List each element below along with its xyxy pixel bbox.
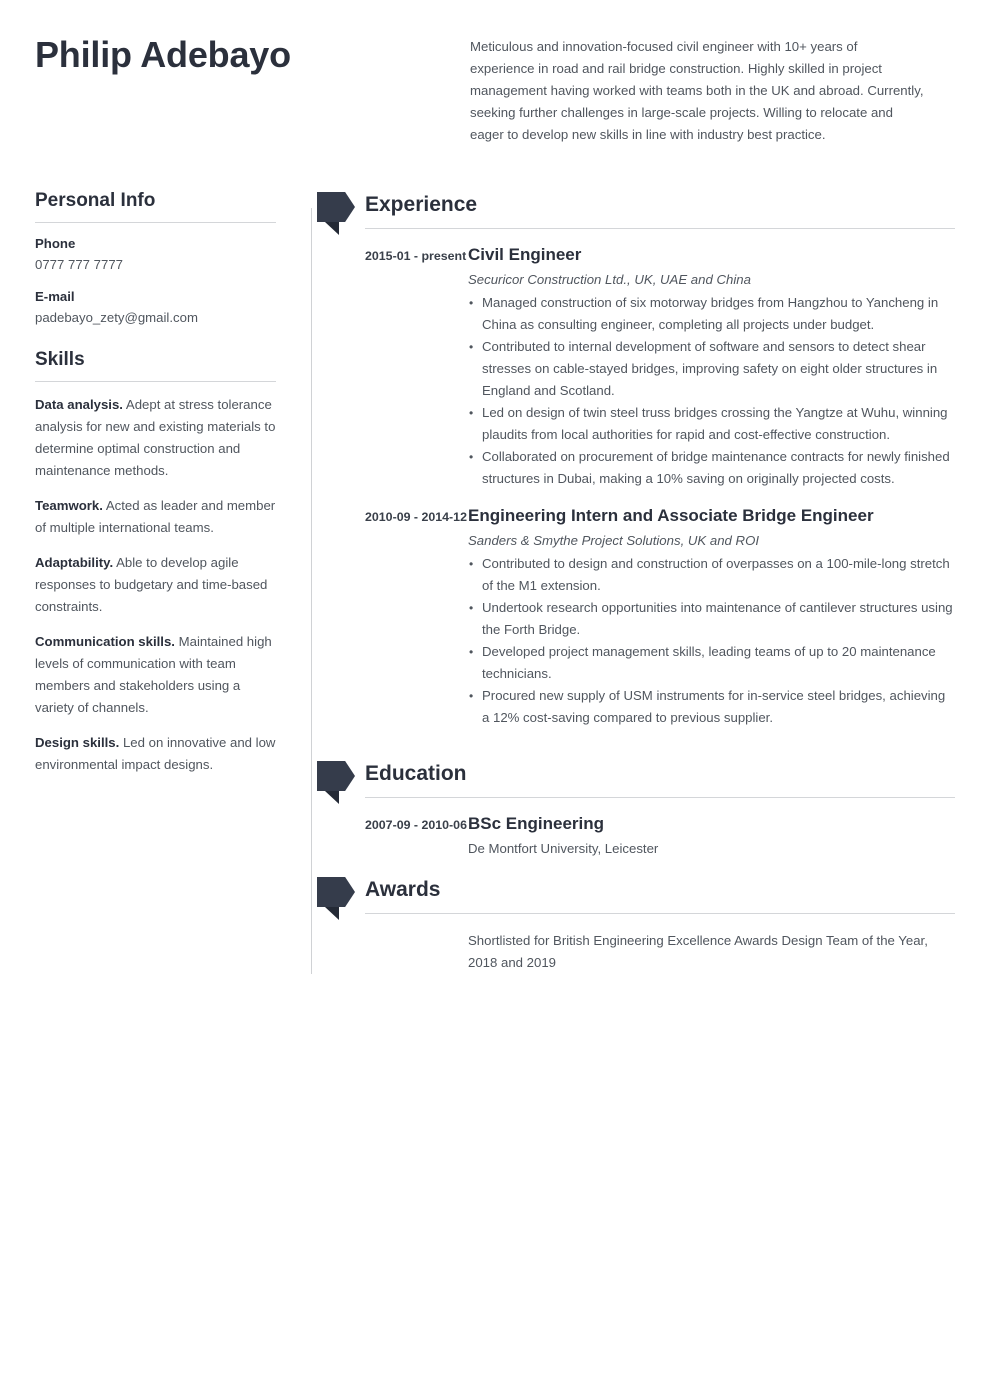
sidebar bbox=[35, 190, 311, 974]
phone-value: 0777 777 7777 bbox=[35, 256, 124, 272]
experience-header bbox=[331, 190, 955, 220]
experience-entry bbox=[331, 243, 955, 490]
flag-icon bbox=[317, 877, 355, 907]
experience-entry bbox=[331, 504, 955, 729]
education-header bbox=[331, 759, 955, 789]
entry-organization: Sanders & Smythe Project Solutions, UK and ROI bbox=[468, 533, 759, 548]
entry-dates: 2015-01 - present bbox=[365, 249, 467, 263]
phone-label: Phone bbox=[35, 235, 76, 251]
entry-institution: De Montfort University, Leicester bbox=[468, 841, 659, 856]
personal-info-divider bbox=[35, 222, 276, 223]
skill-title: Adaptability. bbox=[35, 554, 114, 570]
skill-title: Design skills. bbox=[35, 734, 120, 750]
resume-header bbox=[0, 0, 990, 146]
entry-job-title: Civil Engineer bbox=[468, 245, 582, 264]
skill-item bbox=[35, 732, 281, 776]
bullet-item: • Contributed to design and construction of overpasses on a 100-mile-long stretch of the M1 extension. bbox=[468, 553, 955, 597]
skills-list bbox=[35, 394, 281, 776]
skill-text: Maintained high levels of communication with team members and stakeholders using a variety of channels. bbox=[35, 633, 272, 715]
bullet-item: • Collaborated on procurement of bridge maintenance contracts for newly finished structures in Dubai, making a 10% saving on originally projected costs. bbox=[468, 446, 955, 490]
entry-degree-title: BSc Engineering bbox=[468, 814, 605, 833]
awards-text: Shortlisted for British Engineering Excellence Awards Design Team of the Year, 2018 and 2019 bbox=[468, 933, 928, 970]
main-content bbox=[311, 190, 955, 974]
entry-details bbox=[468, 812, 955, 859]
entry-bullet-list bbox=[468, 553, 955, 729]
awards-divider bbox=[365, 913, 955, 914]
awards-entry bbox=[331, 930, 955, 974]
bullet-item: • Led on design of twin steel truss bridges crossing the Yangtze at Wuhu, winning plaudits from local authorities for rapid and cost-effective construction. bbox=[468, 402, 955, 446]
bullet-item: • Managed construction of six motorway bridges from Hangzhou to Yancheng in China as consulting engineer, completing all projects under budget. bbox=[468, 292, 955, 336]
resume-body bbox=[0, 190, 990, 974]
skill-text: Adept at stress tolerance analysis for new and existing materials to determine optimal construction and maintenance methods. bbox=[35, 396, 276, 478]
awards-heading: Awards bbox=[365, 878, 441, 901]
bullet-item: • Undertook research opportunities into maintenance of cantilever structures using the Forth Bridge. bbox=[468, 597, 955, 641]
email-value: padebayo_zety@gmail.com bbox=[35, 309, 198, 325]
education-divider bbox=[365, 797, 955, 798]
skill-text: Able to develop agile responses to budgetary and time-based constraints. bbox=[35, 554, 268, 614]
awards-header bbox=[331, 875, 955, 905]
skill-item bbox=[35, 631, 281, 719]
bullet-item: • Contributed to internal development of software and sensors to detect shear stresses on cable-stayed bridges, improving safety on eight older structures in England and Scotland. bbox=[468, 336, 955, 402]
header-name-block bbox=[35, 28, 470, 146]
awards-date-spacer bbox=[365, 930, 468, 974]
education-heading: Education bbox=[365, 762, 467, 785]
entry-details bbox=[468, 504, 955, 729]
entry-organization: Securicor Construction Ltd., UK, UAE and China bbox=[468, 272, 751, 287]
skill-item bbox=[35, 495, 281, 539]
entry-dates: 2007-09 - 2010-06 bbox=[365, 818, 467, 832]
skill-title: Communication skills. bbox=[35, 633, 175, 649]
experience-heading: Experience bbox=[365, 193, 478, 216]
email-label: E-mail bbox=[35, 288, 75, 304]
flag-icon bbox=[317, 761, 355, 791]
professional-summary: Meticulous and innovation-focused civil engineer with 10+ years of experience in road and rail bridge construction. Highly skilled in project management having worked with teams both in the UK and abroad. Currently, seeking further challenges in large-scale projects. Willing to relocate and eager to develop new skills in line with industry best practice. bbox=[470, 39, 924, 142]
bullet-item: • Procured new supply of USM instruments for in-service steel bridges, achieving a 12% cost-saving compared to previous supplier. bbox=[468, 685, 955, 729]
flag-icon bbox=[317, 192, 355, 222]
skill-item bbox=[35, 394, 281, 482]
section-education bbox=[331, 759, 955, 859]
skill-title: Data analysis. bbox=[35, 396, 123, 412]
section-experience bbox=[331, 190, 955, 729]
skill-title: Teamwork. bbox=[35, 497, 103, 513]
skills-divider bbox=[35, 381, 276, 382]
bullet-item: • Developed project management skills, leading teams of up to 20 maintenance technicians. bbox=[468, 641, 955, 685]
entry-dates: 2010-09 - 2014-12 bbox=[365, 510, 467, 524]
timeline-line bbox=[311, 208, 312, 974]
section-personal-info bbox=[35, 190, 281, 327]
header-summary-block bbox=[470, 28, 925, 146]
experience-divider bbox=[365, 228, 955, 229]
skill-item bbox=[35, 552, 281, 618]
skill-text: Led on innovative and low environmental impact designs. bbox=[35, 734, 276, 772]
page-title: Philip Adebayo bbox=[35, 34, 291, 75]
education-entry bbox=[331, 812, 955, 859]
entry-job-title: Engineering Intern and Associate Bridge Engineer bbox=[468, 506, 874, 525]
entry-details bbox=[468, 243, 955, 490]
entry-bullet-list bbox=[468, 292, 955, 490]
skills-heading: Skills bbox=[35, 348, 85, 370]
skill-text: Acted as leader and member of multiple international teams. bbox=[35, 497, 276, 535]
section-skills bbox=[35, 349, 281, 776]
section-awards bbox=[331, 875, 955, 974]
personal-info-heading: Personal Info bbox=[35, 190, 156, 211]
